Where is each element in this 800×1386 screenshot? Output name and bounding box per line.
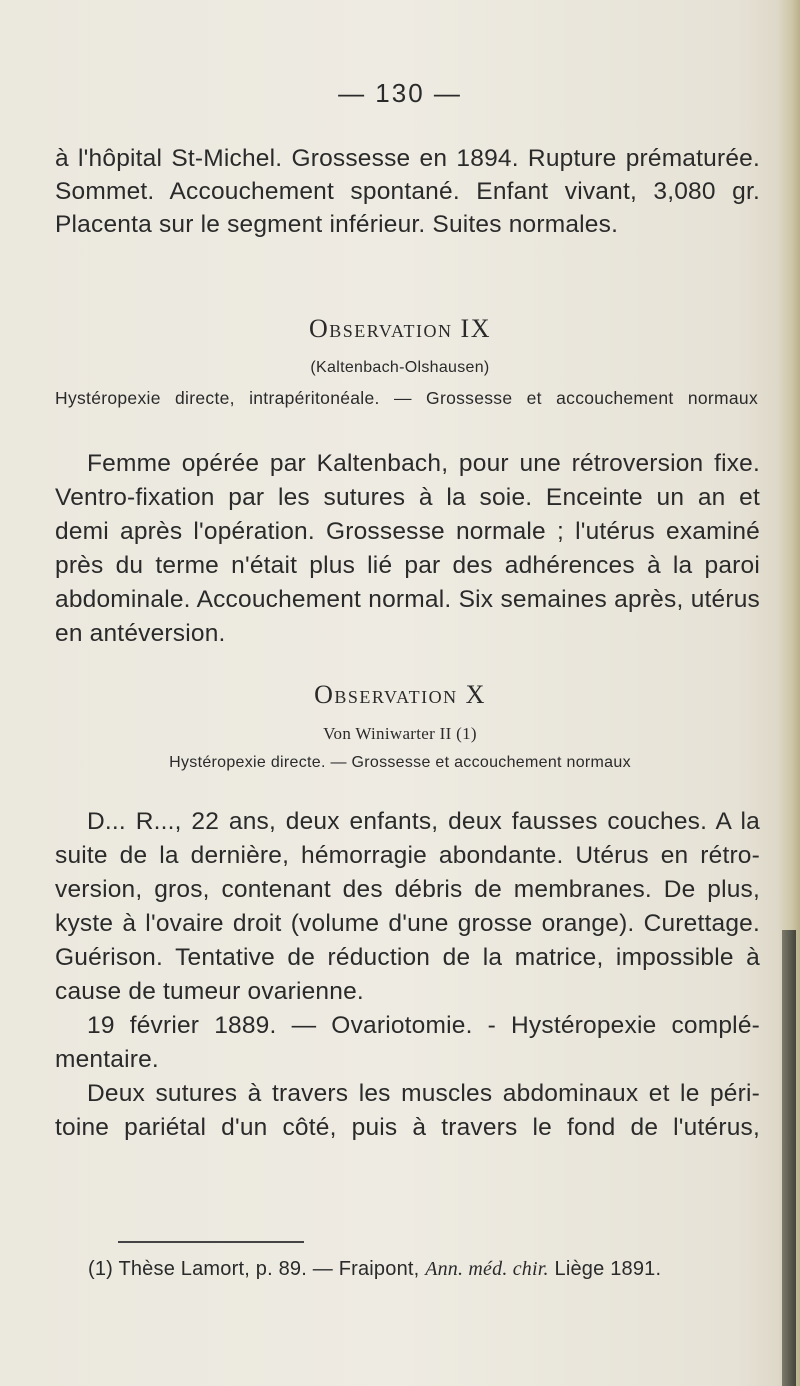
obs9-line-2: Ventro-fixation par les sutures à la soie. Enceinte un an et [55, 484, 760, 511]
obs10-line-10: toine pariétal d'un côté, puis à travers le fond de l'utérus, [55, 1114, 760, 1141]
observation-9-caption: Hystéropexie directe, intrapéritonéale. — Grossesse et accouchement normaux [55, 388, 758, 408]
observation-9-author: (Kaltenbach-Olshausen) [310, 359, 490, 376]
intro-line-1: à l'hôpital St-Michel. Grossesse en 1894. Rupture prématurée. [55, 145, 760, 172]
footnote-rule [118, 1241, 304, 1243]
obs9-line-5: abdominale. Accouchement normal. Six semaines après, utérus [55, 586, 760, 613]
obs10-line-1: D... R..., 22 ans, deux enfants, deux fausses couches. A la [87, 808, 760, 835]
obs10-line-5: Guérison. Tentative de réduction de la matrice, impossible à [55, 944, 760, 971]
observation-9-title: Observation IX [309, 314, 491, 343]
observation-10-title: Observation X [314, 680, 486, 709]
footnote-place-year: Liège 1891. [554, 1258, 662, 1280]
obs10-line-6: cause de tumeur ovarienne. [55, 978, 364, 1005]
footnote-journal: Ann. méd. chir. [425, 1258, 549, 1280]
page-number: — 130 — [338, 78, 462, 108]
obs10-line-4: kyste à l'ovaire droit (volume d'une grosse orange). Curettage. [55, 910, 760, 937]
obs10-line-7: 19 février 1889. — Ovariotomie. - Hystéropexie complé- [87, 1012, 760, 1039]
obs9-line-6: en antéversion. [55, 620, 226, 647]
obs9-line-4: près du terme n'était plus lié par des adhérences à la paroi [55, 552, 760, 579]
page-edge-dark [782, 930, 796, 1386]
footnote-reference: (1) Thèse Lamort, p. 89. — Fraipont, [88, 1258, 420, 1280]
obs9-line-1: Femme opérée par Kaltenbach, pour une rétroversion fixe. [87, 450, 760, 477]
obs10-line-2: suite de la dernière, hémorragie abondante. Utérus en rétro- [55, 842, 760, 869]
footnote [88, 1258, 661, 1281]
obs10-line-3: version, gros, contenant des débris de membranes. De plus, [55, 876, 760, 903]
observation-10-author: Von Winiwarter II (1) [323, 724, 477, 743]
intro-line-3: Placenta sur le segment inférieur. Suites normales. [55, 211, 619, 238]
intro-line-2: Sommet. Accouchement spontané. Enfant vivant, 3,080 gr. [55, 178, 760, 205]
obs10-line-9: Deux sutures à travers les muscles abdominaux et le péri- [87, 1080, 760, 1107]
obs10-line-8: mentaire. [55, 1046, 159, 1073]
obs9-line-3: demi après l'opération. Grossesse normale ; l'utérus examiné [55, 518, 760, 545]
observation-10-caption: Hystéropexie directe. — Grossesse et accouchement normaux [169, 754, 631, 771]
